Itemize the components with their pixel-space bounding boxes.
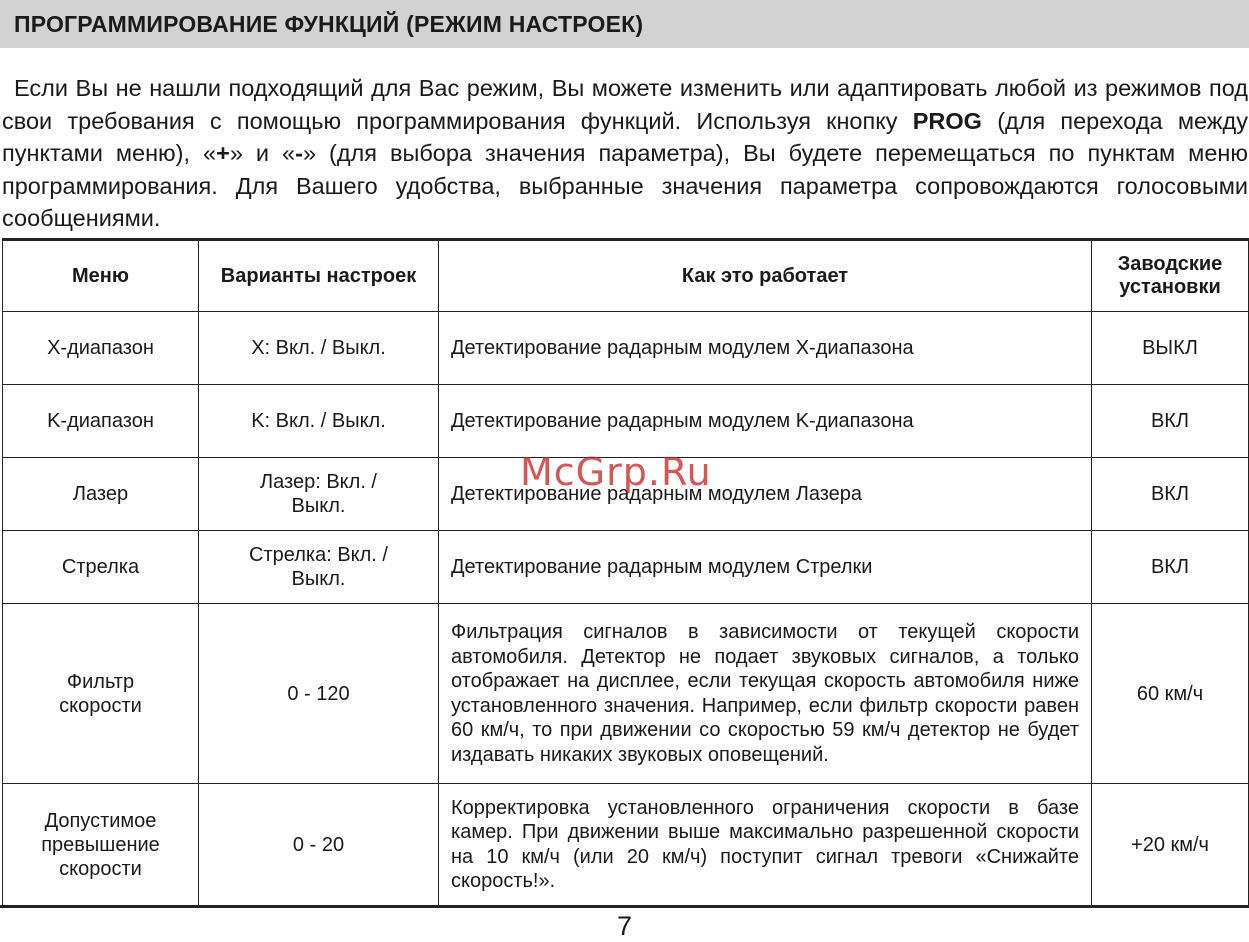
description-cell: Детектирование радарным модулем X-диапазона — [439, 312, 1092, 385]
intro-text-1: Если Вы не нашли подходящий для Вас режим, Вы можете изменить или адаптировать любой из режимов под свои требования с помощью программирования функций. Используя кнопку — [2, 75, 1248, 134]
description-cell: Детектирование радарным модулем K-диапазона — [439, 385, 1092, 458]
menu-cell: K-диапазон — [3, 385, 199, 458]
section-header — [0, 0, 1249, 48]
description-cell: Детектирование радарным модулем Лазера — [439, 458, 1092, 531]
watermark: McGrp.Ru — [520, 450, 712, 494]
description-cell: Корректировка установленного ограничения скорости в базе камер. При движении выше максимально разрешенной скорости на 10 км/ч (или 20 км/ч) поступит сигнал тревоги «Снижайте скорость!». — [439, 784, 1092, 906]
table-row — [3, 784, 1249, 906]
header-menu: Меню — [3, 240, 199, 312]
menu-cell: Фильтр скорости — [3, 604, 199, 784]
menu-cell: X-диапазон — [3, 312, 199, 385]
table-row — [3, 604, 1249, 784]
menu-cell: Лазер — [3, 458, 199, 531]
footer-divider — [0, 905, 1249, 908]
factory-cell: ВКЛ — [1092, 531, 1249, 604]
factory-cell: +20 км/ч — [1092, 784, 1249, 906]
header-variants: Варианты настроек — [199, 240, 439, 312]
table-header-row — [3, 240, 1249, 312]
variants-cell: Стрелка: Вкл. / Выкл. — [199, 531, 439, 604]
variants-cell: K: Вкл. / Выкл. — [199, 385, 439, 458]
intro-text-2: (для перехода между пунктами меню), « — [2, 107, 1248, 166]
table-row — [3, 385, 1249, 458]
factory-cell: 60 км/ч — [1092, 604, 1249, 784]
variants-cell: Лазер: Вкл. / Выкл. — [199, 458, 439, 531]
variants-cell: 0 - 120 — [199, 604, 439, 784]
table-row — [3, 458, 1249, 531]
plus-key: + — [216, 140, 230, 166]
variants-cell: X: Вкл. / Выкл. — [199, 312, 439, 385]
header-how-it-works: Как это работает — [439, 240, 1092, 312]
minus-key: - — [295, 140, 303, 166]
section-title: ПРОГРАММИРОВАНИЕ ФУНКЦИЙ (РЕЖИМ НАСТРОЕК) — [14, 11, 644, 37]
factory-cell: ВКЛ — [1092, 385, 1249, 458]
intro-text-4: » (для выбора значения параметра), Вы будете перемещаться по пунктам меню программирования. Для Вашего удобства, выбранные значения параметра сопровождаются голосовыми сообщениями. — [2, 140, 1249, 231]
header-factory-settings: Заводские установки — [1092, 240, 1249, 312]
description-cell: Фильтрация сигналов в зависимости от текущей скорости автомобиля. Детектор не подает звуковых сигналов, а только отображает на дисплее, если текущая скорость автомобиля ниже установленного значения. Например, если фильтр скорости равен 60 км/ч, то при движении со скоростью 59 км/ч детектор не будет издавать никаких звуковых оповещений. — [439, 604, 1092, 784]
menu-cell: Стрелка — [3, 531, 199, 604]
page-number: 7 — [616, 911, 633, 941]
prog-key: PROG — [912, 107, 982, 134]
intro-paragraph — [2, 72, 1248, 235]
variants-cell: 0 - 20 — [199, 784, 439, 906]
menu-cell: Допустимое превышение скорости — [3, 784, 199, 906]
table-row — [3, 312, 1249, 385]
table-row — [3, 531, 1249, 604]
settings-table — [2, 238, 1249, 906]
intro-text-3: » и « — [229, 140, 296, 166]
description-cell: Детектирование радарным модулем Стрелки — [439, 531, 1092, 604]
factory-cell: ВЫКЛ — [1092, 312, 1249, 385]
factory-cell: ВКЛ — [1092, 458, 1249, 531]
